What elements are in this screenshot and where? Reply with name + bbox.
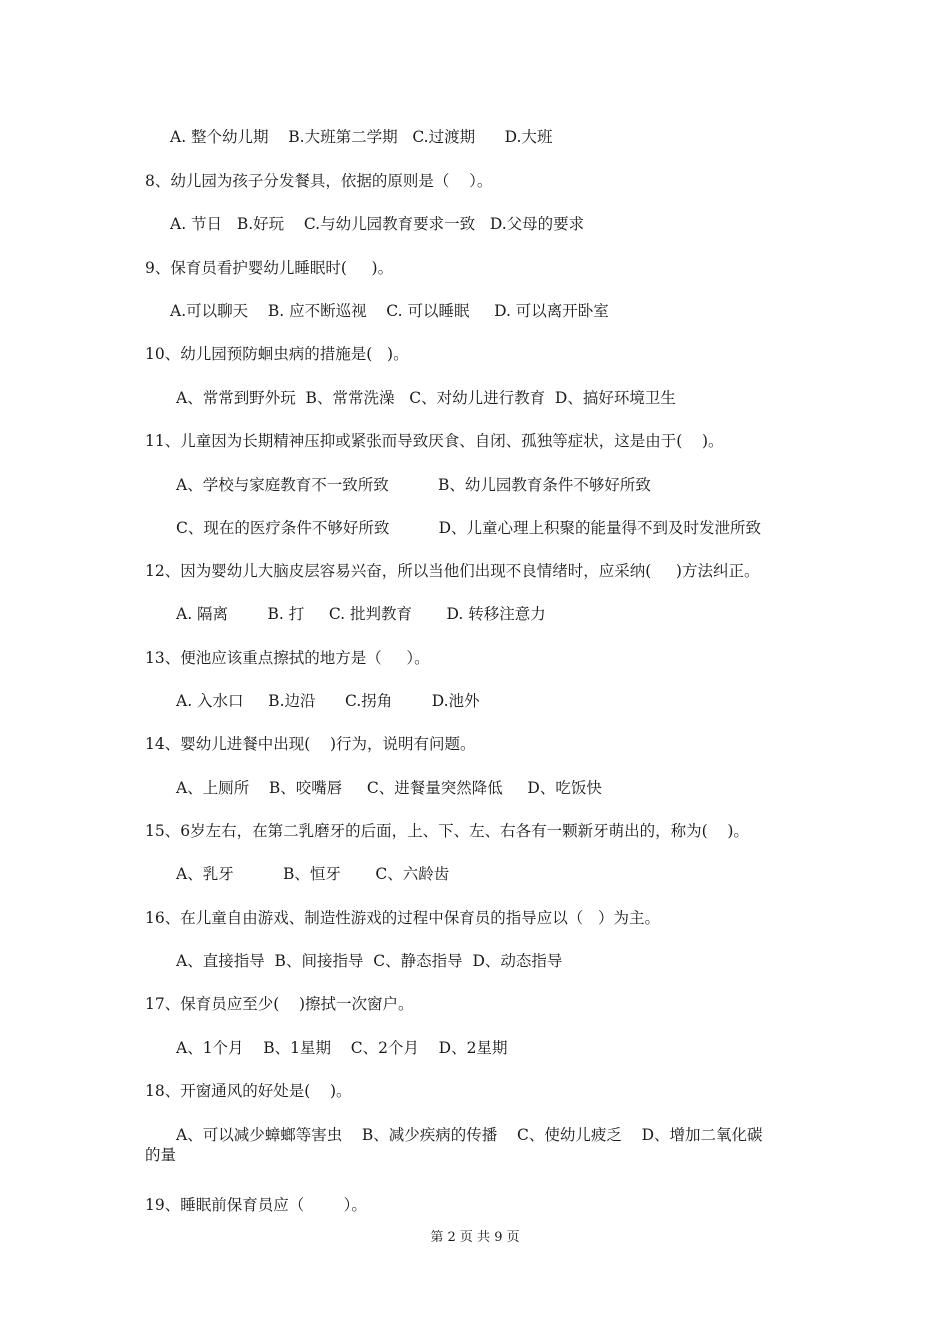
question-text: 12、因为婴幼儿大脑皮层容易兴奋，所以当他们出现不良情绪时，应采纳( )方法纠正。 (145, 562, 760, 580)
question-text: 8、幼儿园为孩子分发餐具，依据的原则是（ ）。 (145, 172, 493, 190)
option-line: A、学校与家庭教育不一致所致 B、幼儿园教育条件不够好所致 (176, 476, 651, 494)
option-line: A、乳牙 B、恒牙 C、六龄齿 (176, 865, 450, 883)
question-text: 11、儿童因为长期精神压抑或紧张而导致厌食、自闭、孤独等症状，这是由于( )。 (145, 432, 724, 450)
option-line: A、常常到野外玩 B、常常洗澡 C、对幼儿进行教育 D、搞好环境卫生 (176, 389, 676, 407)
option-line: A. 节日 B.好玩 C.与幼儿园教育要求一致 D.父母的要求 (170, 215, 585, 233)
question-text: 14、婴幼儿进餐中出现( )行为，说明有问题。 (145, 735, 476, 753)
question-text: 19、睡眠前保育员应（ ）。 (145, 1196, 367, 1214)
option-line: A. 隔离 B. 打 C. 批判教育 D. 转移注意力 (176, 605, 546, 623)
option-line: A、直接指导 B、间接指导 C、静态指导 D、动态指导 (176, 952, 563, 970)
option-line: A、上厕所 B、咬嘴唇 C、进餐量突然降低 D、吃饭快 (176, 779, 602, 797)
option-line: A.可以聊天 B. 应不断巡视 C. 可以睡眠 D. 可以离开卧室 (170, 302, 609, 320)
question-text: 17、保育员应至少( )擦拭一次窗户。 (145, 995, 414, 1013)
option-line: A. 入水口 B.边沿 C.拐角 D.池外 (176, 692, 480, 710)
question-text: 16、在儿童自由游戏、制造性游戏的过程中保育员的指导应以（ ）为主。 (145, 909, 661, 927)
option-line: A. 整个幼儿期 B.大班第二学期 C.过渡期 D.大班 (170, 128, 553, 146)
question-text: 15、6岁左右，在第二乳磨牙的后面，上、下、左、右各有一颗新牙萌出的，称为( )。 (145, 822, 749, 840)
option-line: A、1个月 B、1星期 C、2个月 D、2星期 (176, 1039, 508, 1057)
option-continuation: 的量 (145, 1146, 177, 1164)
question-text: 13、便池应该重点擦拭的地方是（ ）。 (145, 649, 430, 667)
page-footer: 第 2 页 共 9 页 (430, 1230, 520, 1245)
option-line: C、现在的医疗条件不够好所致 D、儿童心理上积聚的能量得不到及时发泄所致 (176, 519, 762, 537)
question-text: 9、保育员看护婴幼儿睡眠时( )。 (145, 259, 394, 277)
question-text: 18、开窗通风的好处是( )。 (145, 1082, 352, 1100)
question-text: 10、幼儿园预防蛔虫病的措施是( )。 (145, 345, 409, 363)
option-line: A、可以减少蟑螂等害虫 B、减少疾病的传播 C、使幼儿疲乏 D、增加二氧化碳 (176, 1126, 763, 1144)
